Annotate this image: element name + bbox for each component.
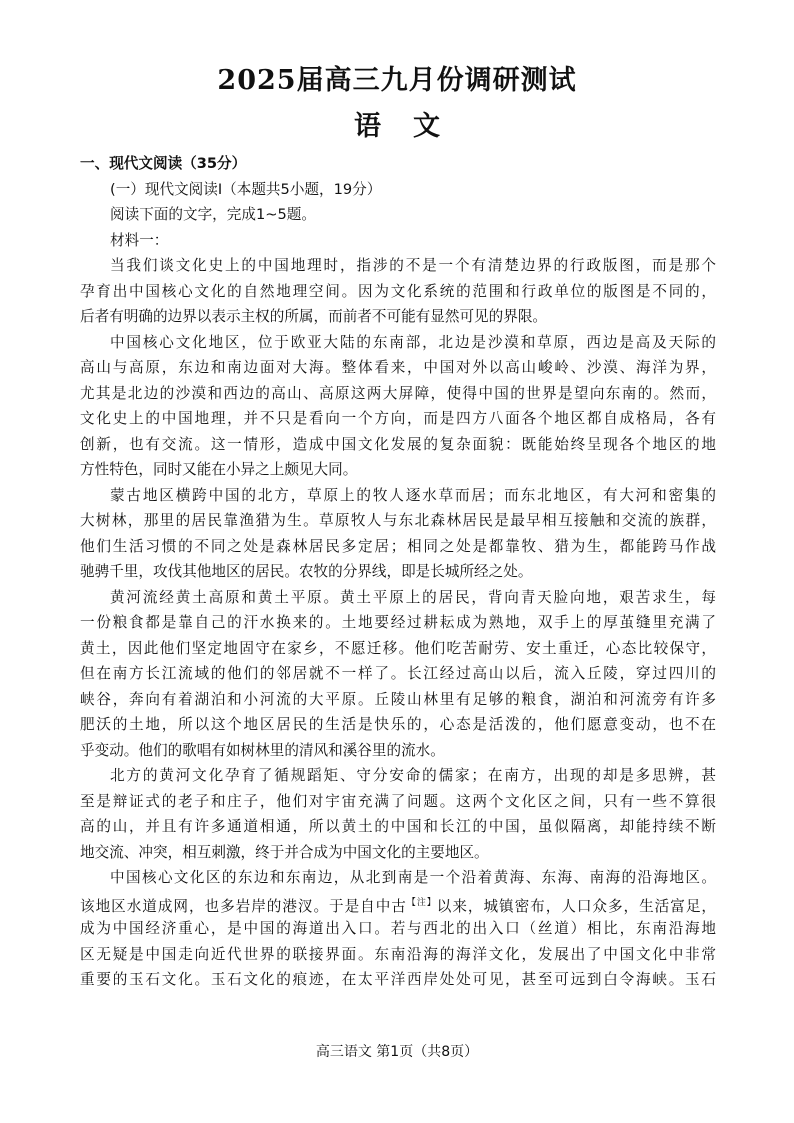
paragraph-line: 文化史上的中国地理，并不只是看向一个方向，而是四方八面各个地区都自成格局，各有: [80, 410, 716, 427]
footnote-marker[interactable]: 【注】: [406, 897, 437, 908]
paragraph-line: 方性特色，同时又能在小异之上颇见大同。: [80, 461, 358, 478]
paragraph-line: 但在南方长江流域的他们的邻居就不一样了。长江经过高山以后，流入丘陵，穿过四川的: [80, 665, 716, 682]
paragraph-text: 以来，城镇密布，人口众多，生活富足，: [436, 897, 716, 915]
paragraph-line: 高的山，并且有许多通道相通，所以黄土的中国和长江的中国，虽似隔离，却能持续不断: [80, 818, 716, 835]
paragraph-line: 驰骋千里，攻伐其他地区的居民。农牧的分界线，即是长城所经之处。: [80, 563, 533, 580]
paragraph-line: 中国核心文化地区，位于欧亚大陆的东南部，北边是沙漠和草原，西边是高及天际的: [110, 333, 716, 351]
paragraph-line: 他们生活习惯的不同之处是森林居民多定居；相同之处是都靠牧、猎为生，都能跨马作战: [80, 537, 716, 555]
paragraph-text: 该地区水道成网，也多岩岸的港汊。于是自中古: [80, 897, 407, 915]
paragraph-3: [80, 483, 716, 585]
paragraph-line: 当我们谈文化史上的中国地理时，指涉的不是一个有清楚边界的行政版图，而是那个: [110, 257, 716, 274]
paragraph-4: [80, 585, 716, 764]
paragraph-line: 肥沃的土地，所以这个地区居民的生活是快乐的，心态是活泼的，他们愿意变动，也不在: [80, 716, 716, 733]
paragraph-line: 黄河流经黄土高原和黄土平原。黄土平原上的居民，背向青天脸向地，艰苦求生，每: [110, 588, 716, 606]
paragraph-line: 一份粮食都是靠自己的汗水换来的。土地要经过耕耘成为熟地，双手上的厚茧缝里充满了: [80, 614, 716, 631]
paragraph-line: 乎变动。他们的歌唱有如树林里的清风和溪谷里的流水。: [80, 741, 445, 759]
paragraph-line: 大树林，那里的居民靠渔猎为生。草原牧人与东北森林居民是最早相互接触和交流的族群，: [80, 512, 716, 529]
section-heading: 一、现代文阅读（35分）: [80, 155, 247, 172]
paragraph-line: 区无疑是中国走向近代世界的联接界面。东南沿海的海洋文化，发展出了中国文化中非常: [80, 945, 716, 963]
paragraph-line: 孕育出中国核心文化的自然地理空间。因为文化系统的范围和行政单位的版图是不同的，: [80, 282, 716, 300]
paragraph-1: [80, 253, 716, 330]
subject-title: 语文: [354, 111, 472, 142]
paragraph-line: 中国核心文化区的东边和东南边，从北到南是一个沿着黄海、东海、南海的沿海地区。: [110, 869, 716, 886]
exam-body: [80, 151, 716, 993]
paragraph-line: 高山与高原，东边和南边面对大海。整体看来，中国对外以高山峻岭、沙漠、海洋为界，: [80, 359, 716, 376]
page-footer: 高三语文 第1页（共8页）: [315, 1044, 479, 1060]
paragraph-line: 后者有明确的边界以表示主权的所属，而前者不可能有显然可见的界限。: [80, 308, 548, 325]
paragraph-line: 创新，也有交流。这一情形，造成中国文化发展的复杂面貌：既能始终呈现各个地区的地: [80, 435, 716, 453]
paragraph-6: [80, 865, 716, 993]
paragraph-line: 成为中国经济重心，是中国的海道出入口。若与西北的出入口（丝道）相比，东南沿海地: [80, 920, 716, 937]
paragraph-2: [80, 330, 716, 483]
paragraph-line: 峡谷，奔向有着湖泊和小河流的大平原。丘陵山林里有足够的粮食，湖泊和河流旁有许多: [80, 690, 716, 708]
reading-instruction: 阅读下面的文字，完成1~5题。: [110, 206, 316, 223]
paragraph-line: 尤其是北边的沙漠和西边的高山、高原这两大屏障，使得中国的世界是望向东南的。然而，: [80, 384, 716, 402]
paragraph-line: 北方的黄河文化孕育了循规蹈矩、守分安命的儒家；在南方，出现的却是多思辨，甚: [110, 767, 716, 784]
paragraph-line: 黄土，因此他们坚定地固守在家乡，不愿迁移。他们吃苦耐劳、安土重迁，心态比较保守，: [80, 639, 716, 657]
exam-title: 2025届高三九月份调研测试: [217, 65, 577, 96]
material-label: 材料一：: [110, 231, 169, 249]
paragraph-line-with-note: [80, 891, 716, 917]
paragraph-5: [80, 763, 716, 865]
sub-section-heading: (一）现代文阅读Ⅰ（本题共5小题，19分）: [110, 180, 382, 198]
paragraph-line: 地交流、冲突，相互刺激，终于并合成为中国文化的主要地区。: [80, 843, 489, 861]
paragraph-line: 至是辩证式的老子和庄子，他们对宇宙充满了问题。这两个文化区之间，只有一些不算很: [80, 792, 716, 810]
paragraph-line: 蒙古地区横跨中国的北方，草原上的牧人逐水草而居；而东北地区，有大河和密集的: [110, 486, 716, 504]
paragraph-line: 重要的玉石文化。玉石文化的痕迹，在太平洋西岸处处可见，甚至可远到白令海峡。玉石: [80, 971, 716, 988]
